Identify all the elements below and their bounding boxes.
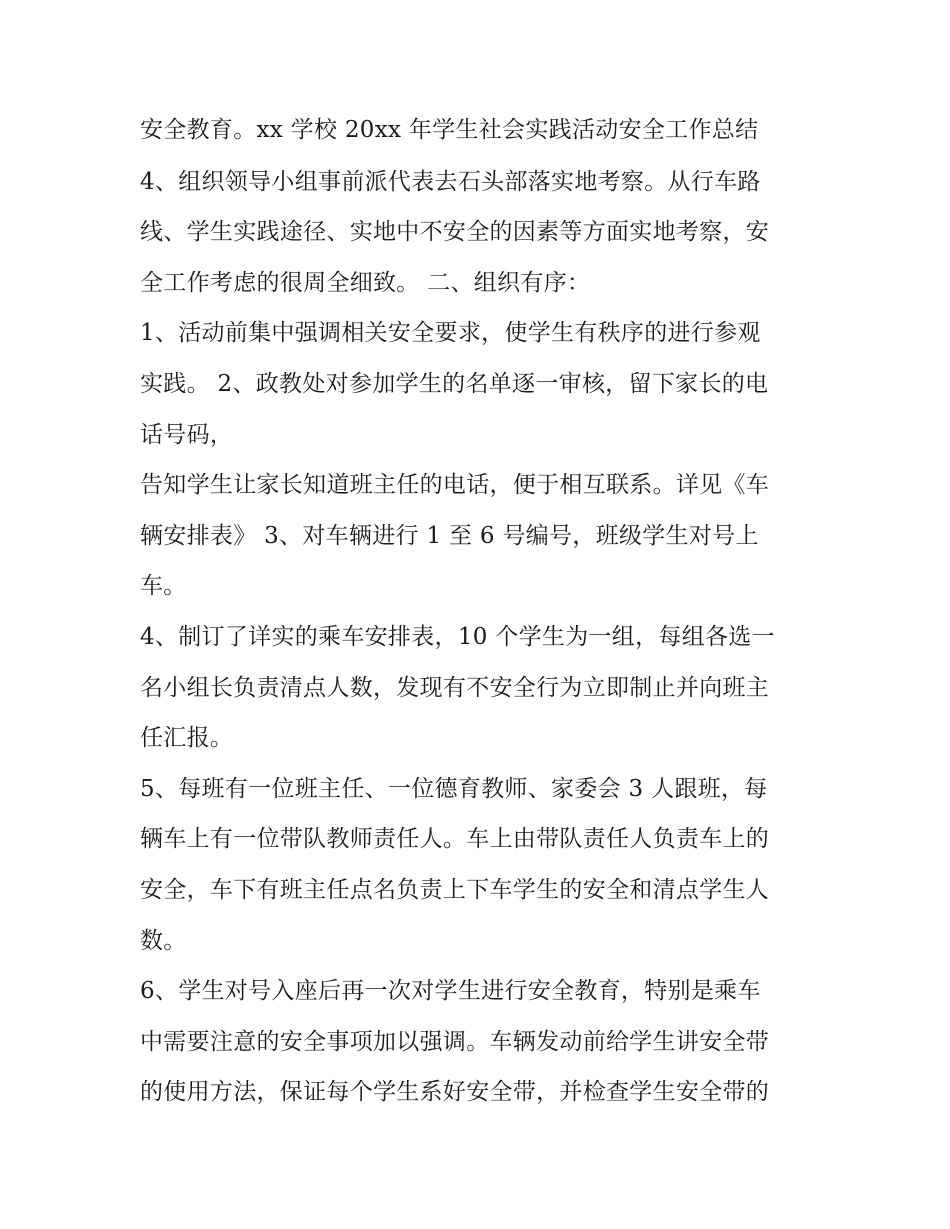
text-line: 告知学生让家长知道班主任的电话，便于相互联系。详见《车: [140, 472, 770, 498]
text-line: 任汇报。: [140, 725, 234, 751]
text-line: 车。: [140, 573, 187, 599]
text-line: 5、每班有一位班主任、一位德育教师、家委会 3 人跟班，每: [140, 776, 768, 802]
text-line: 全工作考虑的很周全细致。 二、组织有序：: [140, 270, 591, 296]
text-line: 辆安排表》 3、对车辆进行 1 至 6 号编号，班级学生对号上: [140, 523, 759, 549]
text-line: 实践。 2、政教处对参加学生的名单逐一审核，留下家长的电: [140, 371, 769, 397]
text-line: 辆车上有一位带队教师责任人。车上由带队责任人负责车上的: [140, 826, 770, 852]
text-line: 1、活动前集中强调相关安全要求，使学生有秩序的进行参观: [140, 320, 761, 346]
text-line: 4、组织领导小组事前派代表去石头部落实地考察。从行车路: [140, 169, 761, 195]
text-line: 中需要注意的安全事项加以强调。车辆发动前给学生讲安全带: [140, 1029, 770, 1055]
text-line: 数。: [140, 928, 187, 954]
text-line: 4、制订了详实的乘车安排表，10 个学生为一组，每组各选一: [140, 624, 775, 650]
text-line: 的使用方法，保证每个学生系好安全带，并检查学生安全带的: [140, 1079, 770, 1105]
text-line: 线、学生实践途径、实地中不安全的因素等方面实地考察，安: [140, 219, 770, 245]
text-line: 安全教育。xx 学校 20xx 年学生社会实践活动安全工作总结: [140, 117, 759, 143]
text-line: 安全，车下有班主任点名负责上下车学生的安全和清点学生人: [140, 877, 770, 903]
text-line: 话号码，: [140, 422, 234, 448]
text-line: 名小组长负责清点人数，发现有不安全行为立即制止并向班主: [140, 675, 770, 701]
text-line: 6、学生对号入座后再一次对学生进行安全教育，特别是乘车: [140, 978, 761, 1004]
